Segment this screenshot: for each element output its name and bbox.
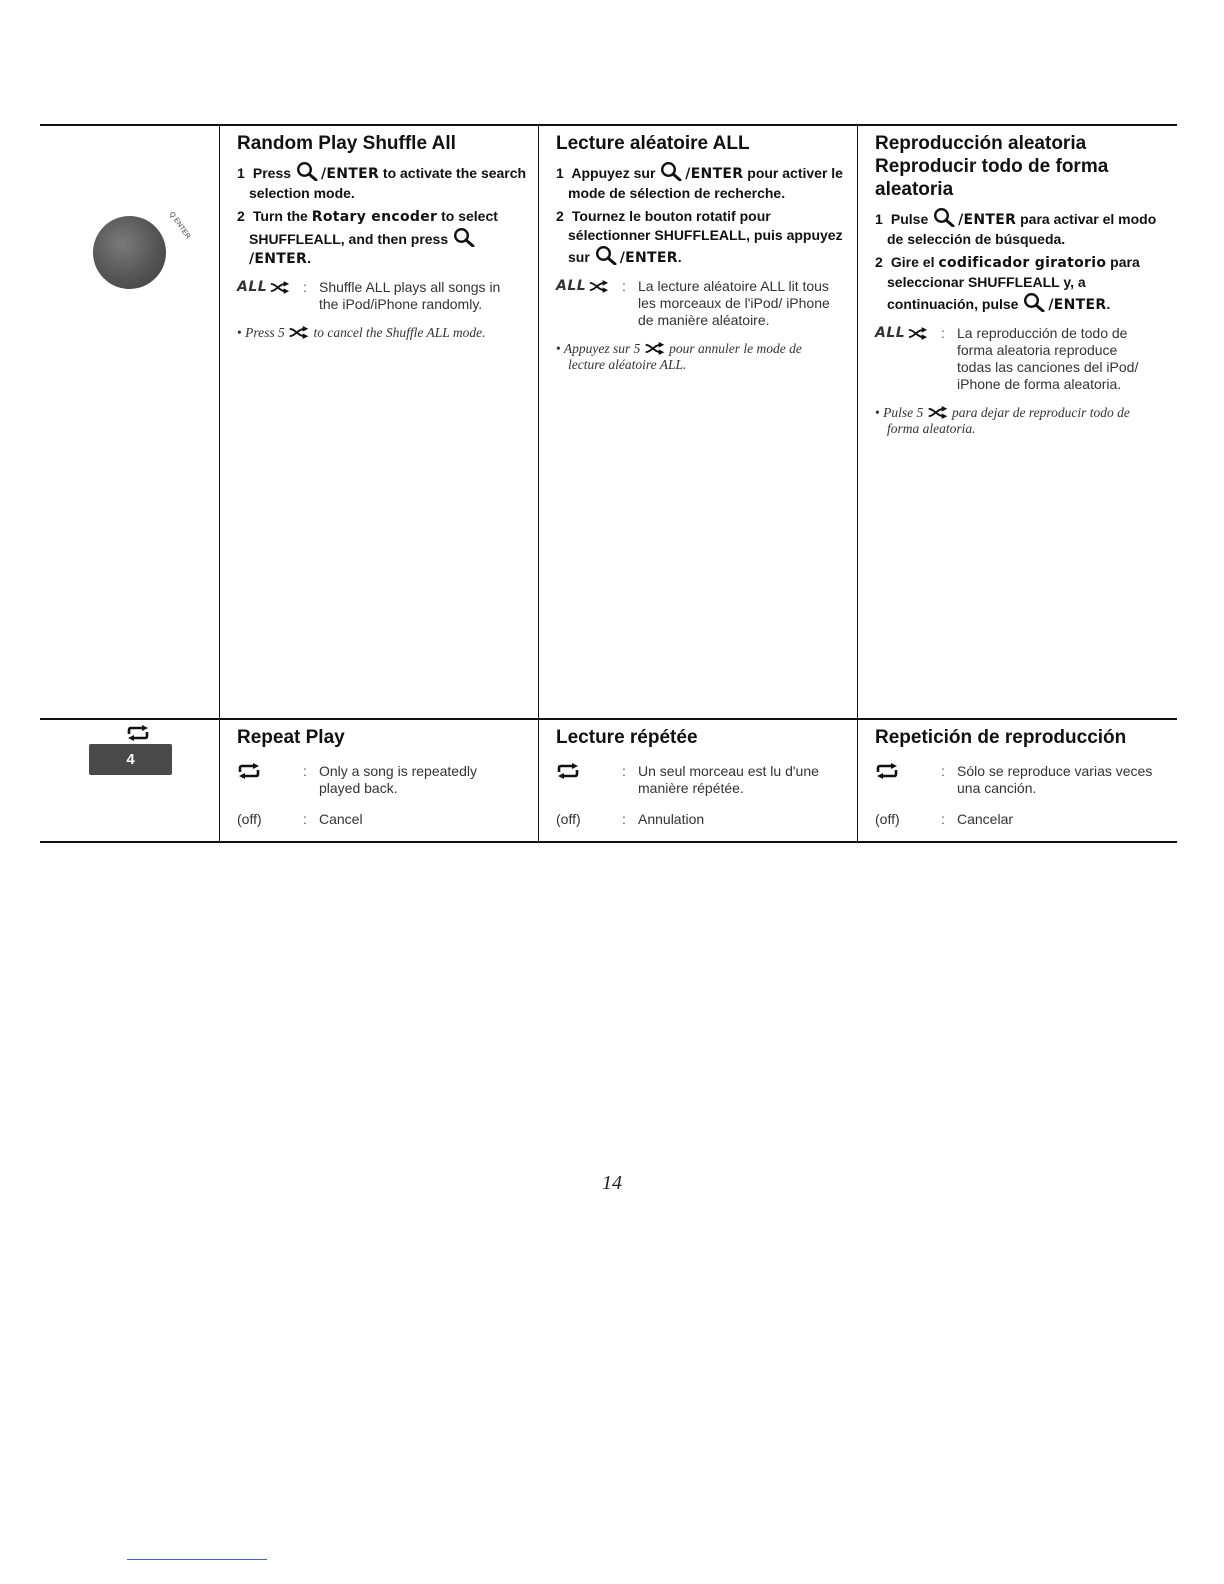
- section-title: Reproducción aleatoria Reproducir todo de forma aleatoria: [875, 133, 1109, 200]
- shuffle-icon: [288, 326, 310, 339]
- repeat-icon: [875, 763, 899, 779]
- note: • Pulse 5 para dejar de reproducir todo de forma aleatoria.: [875, 405, 1130, 436]
- col-spanish-random: [857, 126, 1177, 718]
- col-english-random: [219, 126, 538, 718]
- shuffle-icon: [644, 342, 666, 355]
- step-2: 2 Turn the Rotary encoder to select SHUFFLEALL, and then press /ENTER.: [237, 208, 498, 267]
- definition-repeat-on: : Only a song is repeatedly played back.: [237, 763, 530, 797]
- definition-repeat-off: (off) : Annulation: [556, 811, 705, 827]
- row-random-play: [40, 124, 1177, 720]
- col-french-repeat: [538, 720, 857, 841]
- shuffle-icon: [589, 280, 609, 293]
- note: • Press 5 to cancel the Shuffle ALL mode.: [237, 325, 486, 340]
- section-title: Random Play Shuffle All: [237, 133, 456, 154]
- all-indicator: ALL: [237, 279, 290, 296]
- feature-table: [40, 124, 1177, 843]
- definition-repeat-on: : Un seul morceau est lu d'une manière répétée.: [556, 763, 849, 797]
- repeat-icon: [556, 763, 580, 779]
- search-icon: [595, 245, 617, 265]
- definition-shuffle-all: ALL : La lecture aléatoire ALL lit tous les morceaux de l'iPod/ iPhone de manière aléatoire.: [556, 278, 830, 328]
- all-indicator: ALL: [556, 278, 609, 295]
- control-cell-button: [40, 720, 219, 841]
- step-2: 2 Gire el codificador giratorio para seleccionar SHUFFLEALL y, a continuación, pulse /ENTER.: [875, 254, 1140, 313]
- rotary-knob-icon: [93, 216, 166, 289]
- steps-list: [875, 207, 1169, 315]
- search-icon: [453, 227, 475, 247]
- step-1: 1 Appuyez sur /ENTER pour activer le mode de sélection de recherche.: [556, 161, 849, 203]
- preset-4-button: 4: [89, 744, 172, 775]
- search-icon: [296, 161, 318, 181]
- definition-shuffle-all: ALL : Shuffle ALL plays all songs in the iPod/iPhone randomly.: [237, 279, 501, 312]
- steps-list: [556, 161, 849, 268]
- definition-repeat-off: (off) : Cancel: [237, 811, 363, 827]
- row-repeat-play: [40, 720, 1177, 843]
- shuffle-icon: [927, 406, 949, 419]
- knob-label: Q ENTER: [167, 210, 192, 241]
- repeat-icon: [126, 725, 150, 741]
- definition-shuffle-all: ALL : La reproducción de todo de forma aleatoria reproduce todas las canciones del iPod/ iPhone de forma aleatoria.: [875, 325, 1139, 392]
- steps-list: [237, 161, 530, 269]
- section-title: Lecture répétée: [556, 727, 698, 748]
- all-indicator: ALL: [875, 325, 928, 342]
- shuffle-icon: [270, 281, 290, 294]
- section-title: Repetición de reproducción: [875, 727, 1127, 748]
- definition-repeat-on: : Sólo se reproduce varias veces una canción.: [875, 763, 1169, 797]
- step-2: 2 Tournez le bouton rotatif pour sélectionner SHUFFLEALL, puis appuyez sur /ENTER.: [556, 208, 843, 266]
- col-english-repeat: [219, 720, 538, 841]
- section-title: Repeat Play: [237, 727, 345, 748]
- col-french-random: [538, 126, 857, 718]
- search-icon: [933, 207, 955, 227]
- step-1: 1 Press /ENTER to activate the search selection mode.: [237, 161, 530, 203]
- note: • Appuyez sur 5 pour annuler le mode de lecture aléatoire ALL.: [556, 341, 802, 372]
- col-spanish-repeat: [857, 720, 1177, 841]
- definition-repeat-off: (off) : Cancelar: [875, 811, 1014, 827]
- control-cell-knob: [40, 126, 219, 718]
- shuffle-icon: [908, 327, 928, 340]
- search-icon: [660, 161, 682, 181]
- search-icon: [1023, 292, 1045, 312]
- footnote-rule: [127, 1559, 267, 1560]
- step-1: 1 Pulse /ENTER para activar el modo de selección de búsqueda.: [875, 207, 1169, 249]
- section-title: Lecture aléatoire ALL: [556, 133, 750, 154]
- repeat-icon: [237, 763, 261, 779]
- page-number: 14: [602, 1172, 622, 1194]
